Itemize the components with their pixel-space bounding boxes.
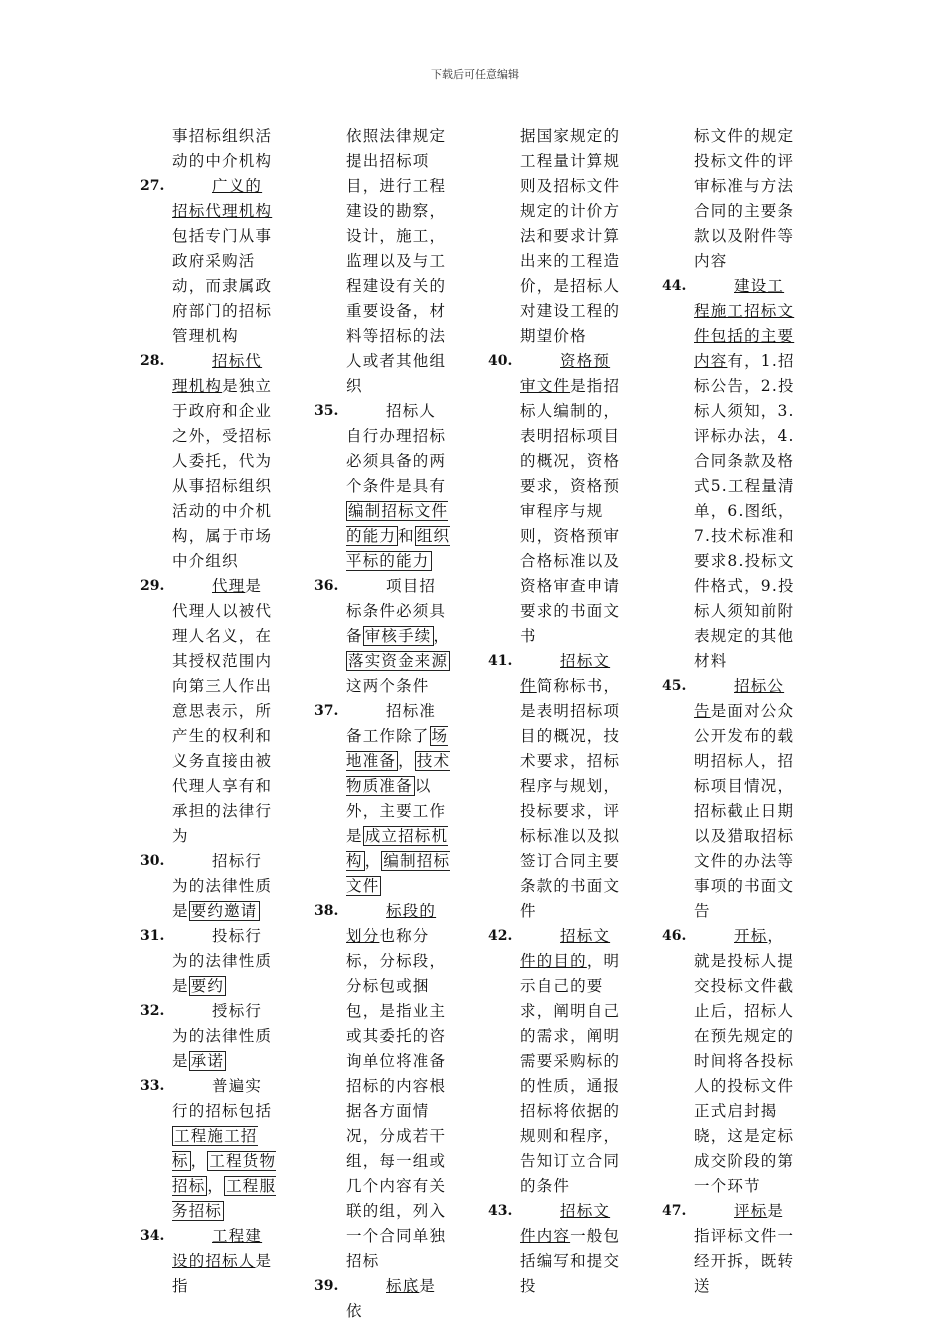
term-boxed: 成立招标机构	[346, 827, 449, 870]
entry-text: 事招标组织活动的中介机构	[172, 127, 273, 170]
entry-number: 33.	[140, 1078, 165, 1094]
text-column-4	[664, 124, 800, 1299]
term-underlined: 招标公告	[694, 677, 785, 720]
glossary-entry	[664, 1199, 800, 1299]
term-underlined: 资格预审文件	[520, 352, 611, 395]
entry-text: 和	[398, 527, 415, 545]
entry-text: ，	[364, 852, 382, 870]
term-boxed: 场地准备	[346, 727, 449, 770]
term-boxed: 工程施工招标	[172, 1127, 258, 1170]
entry-text: 是指评标文件一经开拆，既转送	[694, 1202, 795, 1295]
term-boxed: 承诺	[190, 1052, 225, 1070]
text-column-2	[316, 124, 452, 1324]
glossary-entry	[142, 999, 278, 1074]
glossary-entry	[664, 274, 800, 674]
entry-number: 39.	[314, 1278, 339, 1294]
entry-number: 43.	[488, 1203, 513, 1219]
glossary-entry	[490, 349, 626, 649]
entry-continuation	[142, 124, 278, 174]
glossary-entry	[490, 924, 626, 1199]
entry-text: 授标行为的法律性质是	[172, 1002, 273, 1070]
term-boxed: 编制招标文件	[346, 852, 451, 895]
entry-text: 投标行为的法律性质是	[172, 927, 273, 995]
glossary-entry	[664, 924, 800, 1199]
entry-text: 是代理人以被代理人名义，在其授权范围内向第三人作出意思表示，所产生的权利和义务直接由被代理人享有和承担的法律行为	[172, 577, 273, 845]
entry-number: 40.	[488, 353, 513, 369]
entry-number: 35.	[314, 403, 339, 419]
entry-continuation	[490, 124, 626, 349]
entry-text: 简称标书，是表明招标项目的概况，技术要求，招标程序与规划，投标要求，评标标准以及拟签订合同主要条款的书面文件	[520, 677, 621, 920]
glossary-entry	[142, 349, 278, 574]
glossary-entry	[142, 1074, 278, 1224]
entry-text: 依照法律规定提出招标项目，进行工程建设的勘察，设计，施工，监理以及与工程建设有关的重要设备，材料等招标的法人或者其他组织	[346, 127, 447, 395]
term-boxed: 编制招标文件的能力	[346, 502, 449, 545]
entry-number: 45.	[662, 678, 687, 694]
glossary-entry	[142, 924, 278, 999]
glossary-entry	[142, 849, 278, 924]
glossary-entry	[142, 1224, 278, 1299]
entry-number: 34.	[140, 1228, 165, 1244]
entry-number: 44.	[662, 278, 687, 294]
glossary-entry	[142, 174, 278, 349]
term-underlined: 标底	[386, 1277, 420, 1295]
term-underlined: 招标文件	[520, 652, 611, 695]
term-boxed: 要约	[190, 977, 225, 995]
entry-text: 包括专门从事政府采购活动，而隶属政府部门的招标管理机构	[172, 227, 273, 345]
glossary-entry	[664, 674, 800, 924]
term-boxed: 工程货物招标	[172, 1152, 277, 1195]
entry-text: 一般包括编写和提交投	[520, 1227, 621, 1295]
term-underlined: 广义的招标代理机构	[172, 177, 273, 220]
entry-text: 标文件的规定投标文件的评审标准与方法合同的主要条款以及附件等内容	[694, 127, 795, 270]
entry-text: ，	[398, 752, 415, 770]
term-boxed: 落实资金来源	[348, 652, 449, 670]
entry-text: 是独立于政府和企业之外，受招标人委托，代为从事招标组织活动的中介机构，属于市场中介组织	[172, 377, 273, 570]
entry-text: 项目招标条件必须具备	[346, 577, 447, 645]
entry-text: 有，1.招标公告，2.投标人须知，3.评标办法，4.合同条款及格式5.工程量清单，6.图纸，7.技术标准和要求8.投标文件格式，9.投标人须知前附表规定的其他材料	[694, 352, 795, 670]
glossary-entry	[142, 574, 278, 849]
entry-text: 招标行为的法律性质是	[172, 852, 273, 920]
entry-text: ，	[433, 627, 451, 645]
glossary-entry	[316, 399, 452, 574]
term-boxed: 要约邀请	[190, 902, 258, 920]
term-boxed: 工程服务招标	[172, 1177, 277, 1220]
entry-text: 是指招标人编制的，表明招标项目的概况，资格要求，资格预审程序与规则，资格预审合格标准以及资格审查申请要求的书面文书	[520, 377, 621, 645]
term-underlined: 标段的划分	[346, 902, 437, 945]
term-boxed: 审核手续	[364, 627, 432, 645]
entry-text: 招标人自行办理招标必须具备的两个条件是具有	[346, 402, 447, 495]
entry-number: 36.	[314, 578, 339, 594]
entry-text: 这两个条件	[346, 677, 430, 695]
entry-text: 也称分标，分标段，分标包或捆包，是指业主或其委托的咨询单位将准备招标的内容根据各方面情况，分成若干组，每一组或几个内容有关联的组，列入一个合同单独招标	[346, 927, 447, 1270]
glossary-entry	[316, 1274, 452, 1324]
term-underlined: 工程建设的招标人	[172, 1227, 263, 1270]
entry-number: 46.	[662, 928, 687, 944]
glossary-entry	[316, 574, 452, 699]
entry-text: 是指	[172, 1252, 273, 1295]
term-underlined: 招标文件内容	[520, 1202, 611, 1245]
entry-number: 42.	[488, 928, 513, 944]
entry-number: 37.	[314, 703, 339, 719]
term-underlined: 评标	[734, 1202, 768, 1220]
entry-text: ，明示自己的要求，阐明自己的需求，阐明需要采购标的的性质，通报招标将依据的规则和程序，告知订立合同的条件	[520, 952, 621, 1195]
entry-number: 28.	[140, 353, 165, 369]
entry-number: 47.	[662, 1203, 687, 1219]
term-underlined: 代理	[212, 577, 246, 595]
entry-text: 是依	[346, 1277, 437, 1320]
entry-number: 29.	[140, 578, 165, 594]
entry-number: 38.	[314, 903, 339, 919]
entry-text: ，就是投标人提交投标文件截止后，招标人在预先规定的时间将各投标人的投标文件正式启封揭晓，这是定标成交阶段的第一个环节	[694, 927, 795, 1195]
term-underlined: 招标代理机构	[172, 352, 263, 395]
glossary-entry	[316, 899, 452, 1274]
entry-number: 30.	[140, 853, 165, 869]
entry-number: 31.	[140, 928, 165, 944]
term-underlined: 招标文件的目的	[520, 927, 611, 970]
entry-text: 是面对公众公开发布的载明招标人，招标项目情况，招标截止日期以及猎取招标文件的办法等事项的书面文告	[694, 702, 795, 920]
term-underlined: 建设工程施工招标文件包括的主要内容	[694, 277, 795, 370]
term-boxed: 技术物质准备	[346, 752, 451, 795]
text-column-1	[142, 124, 278, 1299]
entry-text: 以外，主要工作是	[346, 777, 447, 845]
glossary-entry	[490, 1199, 626, 1299]
page-header: 下载后可任意编辑	[431, 68, 519, 81]
glossary-entry	[490, 649, 626, 924]
entry-number: 27.	[140, 178, 165, 194]
entry-text: 招标准备工作除了	[346, 702, 437, 745]
text-column-3	[490, 124, 626, 1299]
glossary-entry	[316, 699, 452, 899]
entry-number: 32.	[140, 1003, 165, 1019]
entry-continuation	[316, 124, 452, 399]
entry-text: ，	[207, 1177, 225, 1195]
entry-text: 普遍实行的招标包括	[172, 1077, 273, 1120]
term-boxed: 组织平标的能力	[346, 527, 451, 570]
term-underlined: 开标	[734, 927, 768, 945]
entry-number: 41.	[488, 653, 513, 669]
entry-continuation	[664, 124, 800, 274]
entry-text: ，	[190, 1152, 208, 1170]
entry-text: 据国家规定的工程量计算规则及招标文件规定的计价方法和要求计算出来的工程造价，是招标人对建设工程的期望价格	[520, 127, 621, 345]
